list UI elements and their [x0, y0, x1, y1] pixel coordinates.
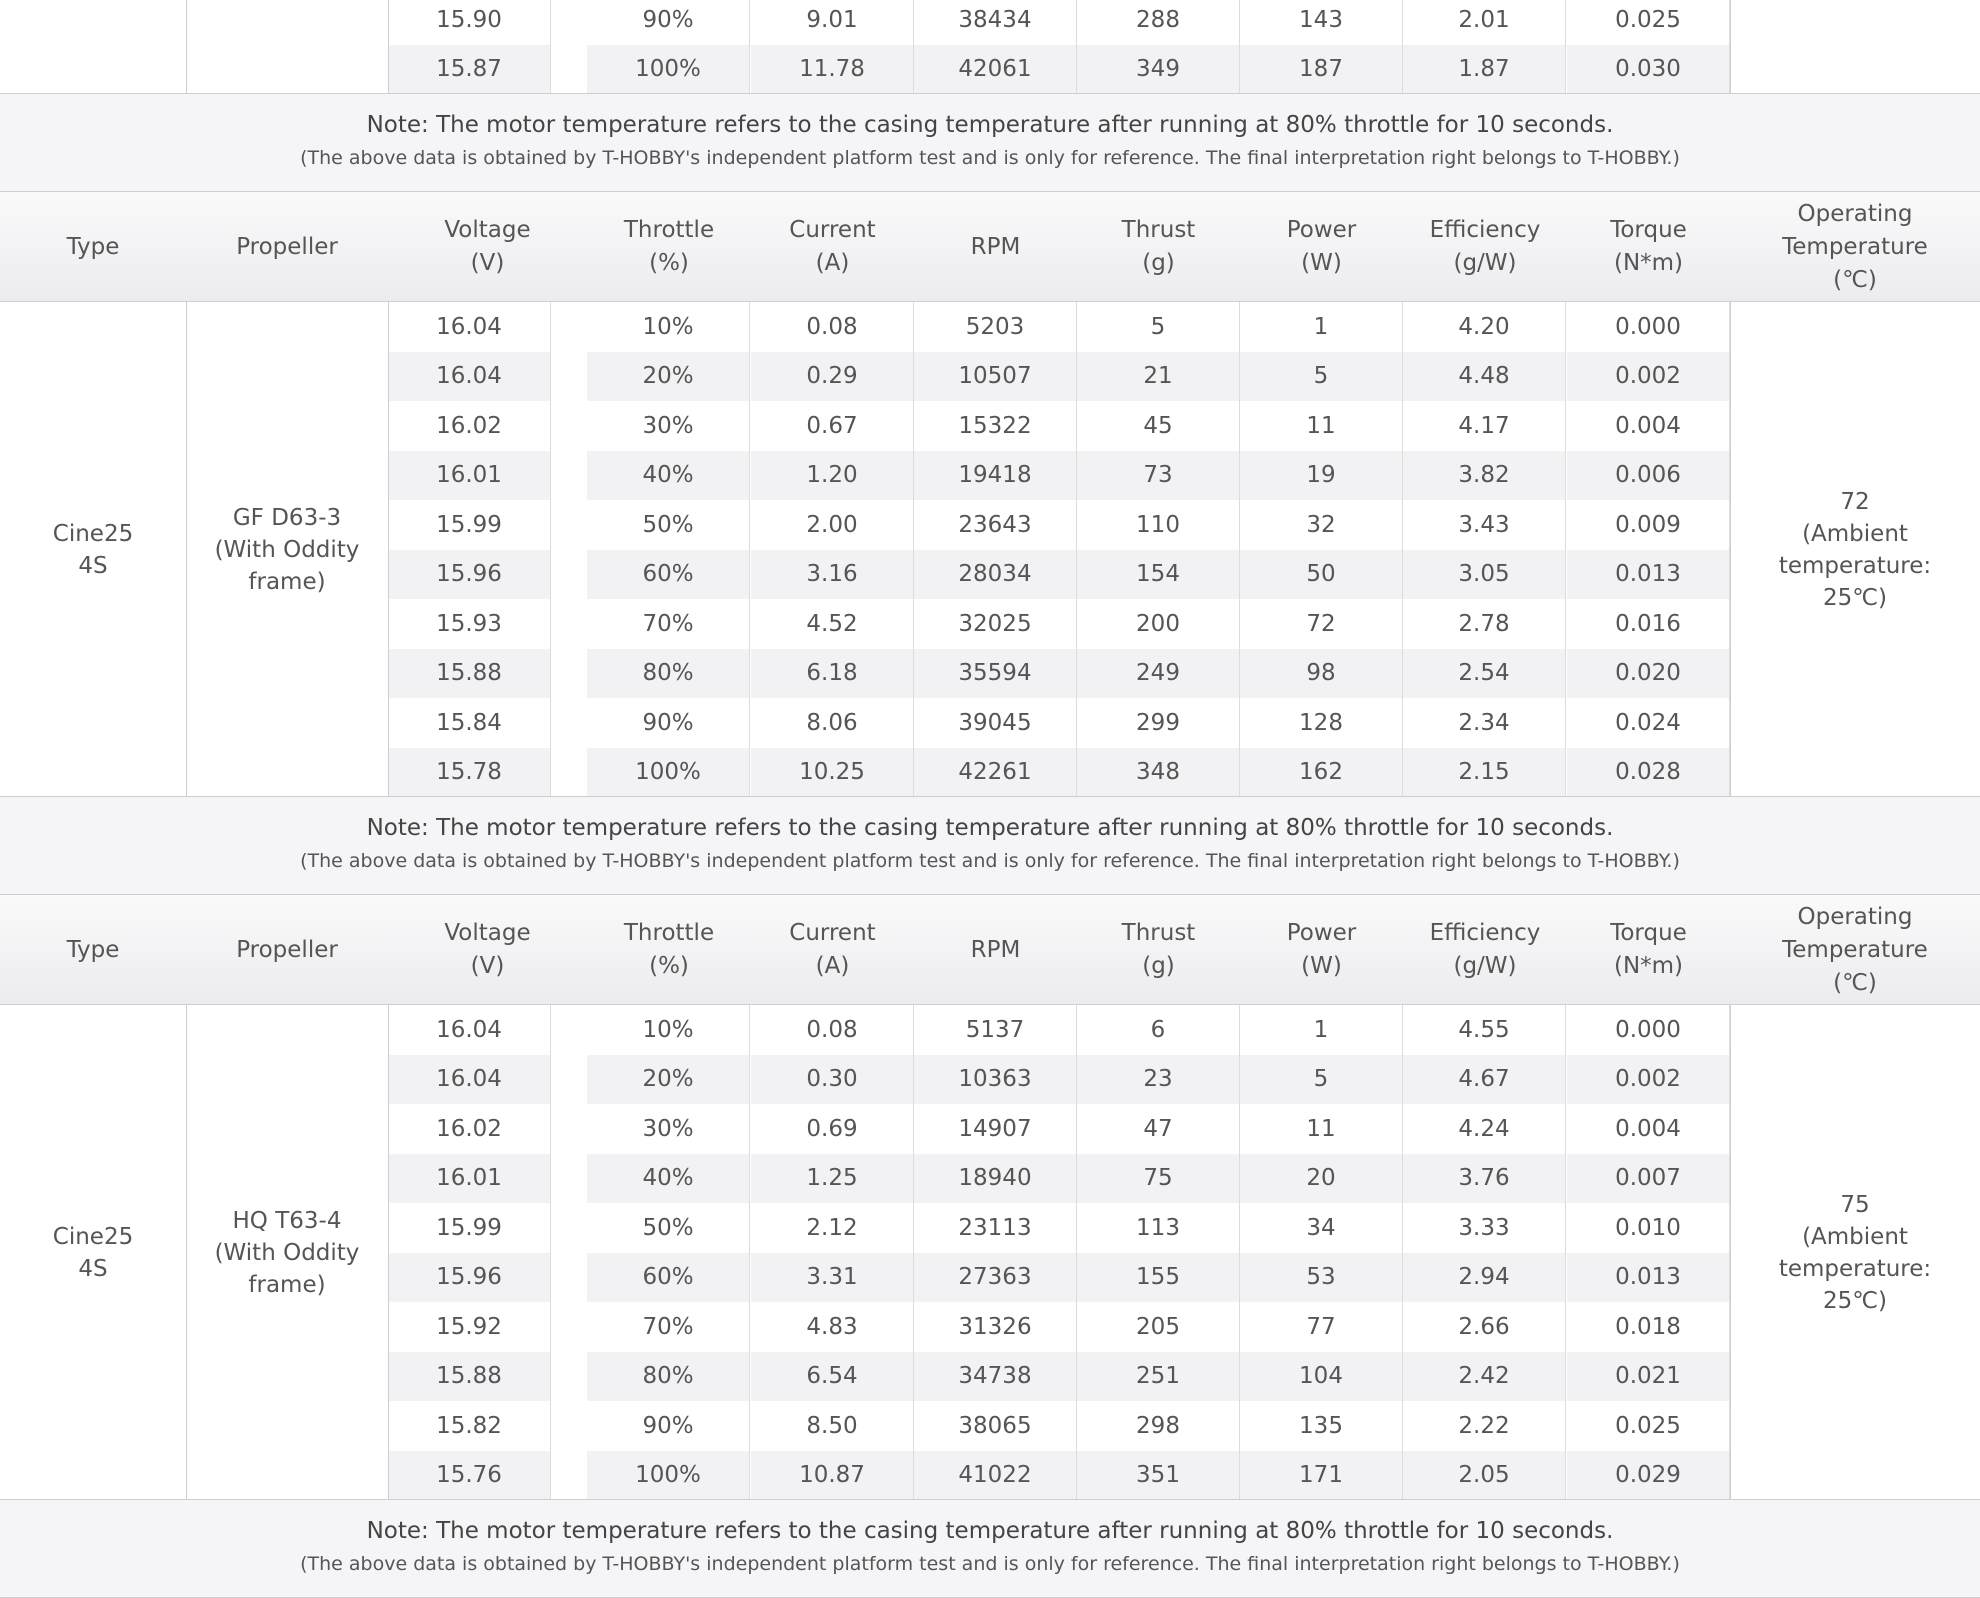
efficiency-cell: 2.42 [1403, 1352, 1566, 1402]
torque-cell: 0.028 [1567, 748, 1730, 798]
header-type [0, 895, 186, 1005]
power-cell: 162 [1240, 748, 1403, 798]
voltage-cell: 15.99 [388, 500, 551, 550]
header-temp [1730, 192, 1980, 302]
power-cell: 171 [1240, 1451, 1403, 1501]
power-cell: 104 [1240, 1352, 1403, 1402]
header-rpm [914, 895, 1077, 1005]
type-cell [0, 302, 186, 797]
current-cell: 9.01 [751, 0, 914, 45]
note-text: Note: The motor temperature refers to the casing temperature after running at 80% throttle for 10 seconds. [366, 815, 1614, 841]
header-efficiency [1403, 895, 1567, 1005]
torque-cell: 0.013 [1567, 550, 1730, 600]
voltage-cell: 16.04 [388, 302, 551, 352]
header-efficiency-line: Efficiency [1429, 920, 1541, 946]
header-throttle-line: Throttle [623, 920, 715, 946]
header-propeller-line: Propeller [236, 936, 338, 963]
throttle-cell: 80% [587, 1352, 750, 1402]
header-efficiency-line: Efficiency [1429, 217, 1541, 243]
current-cell: 3.16 [751, 550, 914, 600]
throttle-cell: 60% [587, 1253, 750, 1303]
current-cell: 6.54 [751, 1352, 914, 1402]
header-rpm-line: RPM [970, 936, 1021, 963]
voltage-cell: 16.01 [388, 451, 551, 501]
throttle-cell: 90% [587, 698, 750, 748]
temperature-line: 72 [1840, 488, 1870, 515]
thrust-cell: 299 [1077, 698, 1240, 748]
propeller-line: frame) [248, 1271, 326, 1298]
header-voltage-line: (V) [470, 953, 505, 979]
torque-cell: 0.021 [1567, 1352, 1730, 1402]
thrust-cell: 45 [1077, 401, 1240, 451]
throttle-cell: 20% [587, 1055, 750, 1105]
header-temp-line: (℃) [1833, 969, 1877, 996]
power-cell: 72 [1240, 599, 1403, 649]
column-divider [186, 302, 187, 797]
power-cell: 50 [1240, 550, 1403, 600]
thrust-cell: 288 [1077, 0, 1240, 45]
thrust-cell: 205 [1077, 1302, 1240, 1352]
disclaimer-text: (The above data is obtained by T-HOBBY's independent platform test and is only for reference. The final interpretation right belongs to T-HOBBY.) [300, 1553, 1680, 1575]
torque-cell: 0.025 [1567, 0, 1730, 45]
efficiency-cell: 4.17 [1403, 401, 1566, 451]
voltage-cell: 16.04 [388, 1005, 551, 1055]
header-type-line: Type [66, 936, 120, 963]
header-thrust [1077, 192, 1240, 302]
power-cell: 5 [1240, 1055, 1403, 1105]
voltage-cell: 15.76 [388, 1451, 551, 1501]
rpm-cell: 32025 [914, 599, 1077, 649]
thrust-cell: 110 [1077, 500, 1240, 550]
current-cell: 0.29 [751, 352, 914, 402]
current-cell: 1.20 [751, 451, 914, 501]
header-thrust-line: (g) [1142, 953, 1175, 979]
rpm-cell: 38434 [914, 0, 1077, 45]
header-type [0, 192, 186, 302]
throttle-cell: 20% [587, 352, 750, 402]
column-divider [1730, 0, 1731, 94]
header-voltage-line: Voltage [444, 920, 531, 946]
column-divider [388, 0, 389, 94]
voltage-cell: 16.04 [388, 1055, 551, 1105]
voltage-cell: 16.02 [388, 401, 551, 451]
disclaimer-text: (The above data is obtained by T-HOBBY's independent platform test and is only for reference. The final interpretation right belongs to T-HOBBY.) [300, 147, 1680, 169]
header-temp-line: Operating [1797, 200, 1913, 227]
thrust-cell: 6 [1077, 1005, 1240, 1055]
header-torque-line: Torque [1610, 920, 1687, 946]
temperature-line: 25℃) [1822, 1287, 1888, 1314]
rpm-cell: 10507 [914, 352, 1077, 402]
throttle-cell: 50% [587, 1203, 750, 1253]
power-cell: 1 [1240, 1005, 1403, 1055]
header-efficiency [1403, 192, 1567, 302]
rpm-cell: 42261 [914, 748, 1077, 798]
power-cell: 128 [1240, 698, 1403, 748]
header-torque [1567, 895, 1730, 1005]
power-cell: 32 [1240, 500, 1403, 550]
header-temp-line: Operating [1797, 903, 1913, 930]
current-cell: 6.18 [751, 649, 914, 699]
current-cell: 10.87 [751, 1451, 914, 1501]
rpm-cell: 34738 [914, 1352, 1077, 1402]
type-line: 4S [78, 1255, 108, 1282]
header-throttle-line: Throttle [623, 217, 715, 243]
voltage-cell: 15.87 [388, 45, 551, 95]
torque-cell: 0.010 [1567, 1203, 1730, 1253]
power-cell: 1 [1240, 302, 1403, 352]
temperature-line: 25℃) [1822, 584, 1888, 611]
current-cell: 0.67 [751, 401, 914, 451]
voltage-cell: 15.78 [388, 748, 551, 798]
thrust-cell: 21 [1077, 352, 1240, 402]
current-cell: 0.08 [751, 302, 914, 352]
type-line: 4S [78, 552, 108, 579]
temperature-line: (Ambient [1802, 520, 1908, 547]
efficiency-cell: 2.54 [1403, 649, 1566, 699]
efficiency-cell: 2.22 [1403, 1401, 1566, 1451]
thrust-cell: 249 [1077, 649, 1240, 699]
throttle-cell: 60% [587, 550, 750, 600]
header-throttle-line: (%) [649, 953, 689, 979]
efficiency-cell: 2.94 [1403, 1253, 1566, 1303]
voltage-cell: 16.02 [388, 1104, 551, 1154]
throttle-cell: 40% [587, 451, 750, 501]
header-current [751, 895, 914, 1005]
header-voltage-line: (V) [470, 250, 505, 276]
header-current-line: (A) [815, 953, 850, 979]
footnote [0, 93, 1980, 192]
throttle-cell: 100% [587, 1451, 750, 1501]
power-cell: 19 [1240, 451, 1403, 501]
efficiency-cell: 3.33 [1403, 1203, 1566, 1253]
voltage-cell: 15.82 [388, 1401, 551, 1451]
efficiency-cell: 2.15 [1403, 748, 1566, 798]
table-header [0, 895, 1980, 1005]
temperature-line: temperature: [1778, 552, 1932, 579]
torque-cell: 0.009 [1567, 500, 1730, 550]
footnote [0, 796, 1980, 895]
efficiency-cell: 4.55 [1403, 1005, 1566, 1055]
torque-cell: 0.018 [1567, 1302, 1730, 1352]
column-divider [186, 1005, 187, 1500]
throttle-cell: 70% [587, 599, 750, 649]
propeller-line: (With Oddity [214, 1239, 360, 1266]
propeller-cell [186, 1005, 388, 1500]
power-cell: 135 [1240, 1401, 1403, 1451]
thrust-cell: 23 [1077, 1055, 1240, 1105]
torque-cell: 0.029 [1567, 1451, 1730, 1501]
power-cell: 20 [1240, 1154, 1403, 1204]
header-throttle [587, 192, 751, 302]
rpm-cell: 27363 [914, 1253, 1077, 1303]
efficiency-cell: 3.82 [1403, 451, 1566, 501]
voltage-cell: 15.99 [388, 1203, 551, 1253]
header-temp-line: (℃) [1833, 266, 1877, 293]
torque-cell: 0.002 [1567, 1055, 1730, 1105]
current-cell: 11.78 [751, 45, 914, 95]
rpm-cell: 18940 [914, 1154, 1077, 1204]
header-torque-line: (N*m) [1613, 953, 1684, 979]
current-cell: 0.30 [751, 1055, 914, 1105]
column-divider [388, 1005, 389, 1500]
throttle-cell: 50% [587, 500, 750, 550]
efficiency-cell: 3.76 [1403, 1154, 1566, 1204]
temperature-line: 75 [1840, 1191, 1870, 1218]
voltage-cell: 15.92 [388, 1302, 551, 1352]
torque-cell: 0.013 [1567, 1253, 1730, 1303]
rpm-cell: 14907 [914, 1104, 1077, 1154]
header-throttle [587, 895, 751, 1005]
efficiency-cell: 4.48 [1403, 352, 1566, 402]
throttle-cell: 40% [587, 1154, 750, 1204]
thrust-cell: 47 [1077, 1104, 1240, 1154]
temperature-line: (Ambient [1802, 1223, 1908, 1250]
current-cell: 4.83 [751, 1302, 914, 1352]
current-cell: 3.31 [751, 1253, 914, 1303]
header-thrust [1077, 895, 1240, 1005]
rpm-cell: 38065 [914, 1401, 1077, 1451]
header-temp [1730, 895, 1980, 1005]
header-propeller [186, 192, 388, 302]
header-rpm [914, 192, 1077, 302]
rpm-cell: 39045 [914, 698, 1077, 748]
torque-cell: 0.004 [1567, 401, 1730, 451]
header-temp-line: Temperature [1782, 233, 1928, 260]
type-line: Cine25 [52, 520, 134, 547]
header-current-line: Current [789, 920, 876, 946]
header-current-line: (A) [815, 250, 850, 276]
power-cell: 98 [1240, 649, 1403, 699]
thrust-cell: 351 [1077, 1451, 1240, 1501]
efficiency-cell: 1.87 [1403, 45, 1566, 95]
header-voltage [388, 895, 587, 1005]
efficiency-cell: 2.05 [1403, 1451, 1566, 1501]
propeller-line: HQ T63-4 [232, 1207, 342, 1234]
table-header [0, 192, 1980, 302]
current-cell: 10.25 [751, 748, 914, 798]
torque-cell: 0.002 [1567, 352, 1730, 402]
column-divider [1730, 1005, 1731, 1500]
throttle-cell: 70% [587, 1302, 750, 1352]
throttle-cell: 100% [587, 748, 750, 798]
thrust-cell: 155 [1077, 1253, 1240, 1303]
rpm-cell: 23113 [914, 1203, 1077, 1253]
rpm-cell: 5203 [914, 302, 1077, 352]
operating-temperature-cell [1730, 1005, 1980, 1500]
thrust-cell: 298 [1077, 1401, 1240, 1451]
thrust-cell: 251 [1077, 1352, 1240, 1402]
header-current-line: Current [789, 217, 876, 243]
header-power-line: Power [1286, 920, 1357, 946]
header-voltage-line: Voltage [444, 217, 531, 243]
thrust-cell: 5 [1077, 302, 1240, 352]
current-cell: 2.00 [751, 500, 914, 550]
header-thrust-line: (g) [1142, 250, 1175, 276]
rpm-cell: 10363 [914, 1055, 1077, 1105]
voltage-cell: 15.90 [388, 0, 551, 45]
throttle-cell: 90% [587, 0, 750, 45]
voltage-cell: 15.84 [388, 698, 551, 748]
header-power-line: Power [1286, 217, 1357, 243]
current-cell: 1.25 [751, 1154, 914, 1204]
voltage-cell: 15.88 [388, 1352, 551, 1402]
efficiency-cell: 2.01 [1403, 0, 1566, 45]
current-cell: 4.52 [751, 599, 914, 649]
header-torque-line: Torque [1610, 217, 1687, 243]
torque-cell: 0.007 [1567, 1154, 1730, 1204]
voltage-cell: 15.96 [388, 550, 551, 600]
header-power [1240, 192, 1403, 302]
propeller-line: frame) [248, 568, 326, 595]
operating-temperature-cell [1730, 302, 1980, 797]
throttle-cell: 10% [587, 1005, 750, 1055]
torque-cell: 0.030 [1567, 45, 1730, 95]
table-row [0, 0, 1980, 45]
throttle-cell: 90% [587, 1401, 750, 1451]
rpm-cell: 28034 [914, 550, 1077, 600]
current-cell: 2.12 [751, 1203, 914, 1253]
thrust-cell: 75 [1077, 1154, 1240, 1204]
thrust-cell: 73 [1077, 451, 1240, 501]
footnote [0, 1499, 1980, 1598]
note-text: Note: The motor temperature refers to the casing temperature after running at 80% throttle for 10 seconds. [366, 112, 1614, 138]
rpm-cell: 5137 [914, 1005, 1077, 1055]
power-cell: 11 [1240, 401, 1403, 451]
power-cell: 53 [1240, 1253, 1403, 1303]
power-cell: 11 [1240, 1104, 1403, 1154]
throttle-cell: 30% [587, 401, 750, 451]
header-voltage [388, 192, 587, 302]
power-cell: 187 [1240, 45, 1403, 95]
disclaimer-text: (The above data is obtained by T-HOBBY's independent platform test and is only for reference. The final interpretation right belongs to T-HOBBY.) [300, 850, 1680, 872]
throttle-cell: 10% [587, 302, 750, 352]
power-cell: 5 [1240, 352, 1403, 402]
propeller-cell [186, 302, 388, 797]
voltage-cell: 16.01 [388, 1154, 551, 1204]
header-current [751, 192, 914, 302]
torque-cell: 0.020 [1567, 649, 1730, 699]
type-line: Cine25 [52, 1223, 134, 1250]
efficiency-cell: 2.78 [1403, 599, 1566, 649]
header-propeller [186, 895, 388, 1005]
throttle-cell: 80% [587, 649, 750, 699]
current-cell: 8.06 [751, 698, 914, 748]
thrust-cell: 348 [1077, 748, 1240, 798]
column-divider [388, 302, 389, 797]
header-efficiency-line: (g/W) [1453, 250, 1517, 276]
throttle-cell: 30% [587, 1104, 750, 1154]
efficiency-cell: 4.67 [1403, 1055, 1566, 1105]
header-power [1240, 895, 1403, 1005]
header-power-line: (W) [1301, 953, 1342, 979]
rpm-cell: 42061 [914, 45, 1077, 95]
current-cell: 0.08 [751, 1005, 914, 1055]
current-cell: 8.50 [751, 1401, 914, 1451]
thrust-cell: 349 [1077, 45, 1240, 95]
header-power-line: (W) [1301, 250, 1342, 276]
header-torque-line: (N*m) [1613, 250, 1684, 276]
torque-cell: 0.025 [1567, 1401, 1730, 1451]
power-cell: 77 [1240, 1302, 1403, 1352]
rpm-cell: 35594 [914, 649, 1077, 699]
propeller-line: GF D63-3 [232, 504, 342, 531]
header-type-line: Type [66, 233, 120, 260]
thrust-cell: 154 [1077, 550, 1240, 600]
voltage-cell: 15.96 [388, 1253, 551, 1303]
header-throttle-line: (%) [649, 250, 689, 276]
efficiency-cell: 2.66 [1403, 1302, 1566, 1352]
torque-cell: 0.006 [1567, 451, 1730, 501]
propeller-line: (With Oddity [214, 536, 360, 563]
header-efficiency-line: (g/W) [1453, 953, 1517, 979]
header-temp-line: Temperature [1782, 936, 1928, 963]
header-thrust-line: Thrust [1121, 217, 1196, 243]
note-text: Note: The motor temperature refers to the casing temperature after running at 80% throttle for 10 seconds. [366, 1518, 1614, 1544]
header-propeller-line: Propeller [236, 233, 338, 260]
power-cell: 143 [1240, 0, 1403, 45]
efficiency-cell: 3.05 [1403, 550, 1566, 600]
type-cell [0, 1005, 186, 1500]
torque-cell: 0.004 [1567, 1104, 1730, 1154]
rpm-cell: 23643 [914, 500, 1077, 550]
column-divider [186, 0, 187, 94]
torque-cell: 0.000 [1567, 302, 1730, 352]
rpm-cell: 41022 [914, 1451, 1077, 1501]
rpm-cell: 15322 [914, 401, 1077, 451]
efficiency-cell: 2.34 [1403, 698, 1566, 748]
torque-cell: 0.000 [1567, 1005, 1730, 1055]
torque-cell: 0.016 [1567, 599, 1730, 649]
voltage-cell: 16.04 [388, 352, 551, 402]
thrust-cell: 113 [1077, 1203, 1240, 1253]
efficiency-cell: 4.20 [1403, 302, 1566, 352]
table-row [0, 45, 1980, 95]
column-divider [1730, 302, 1731, 797]
header-thrust-line: Thrust [1121, 920, 1196, 946]
efficiency-cell: 3.43 [1403, 500, 1566, 550]
efficiency-cell: 4.24 [1403, 1104, 1566, 1154]
torque-cell: 0.024 [1567, 698, 1730, 748]
thrust-cell: 200 [1077, 599, 1240, 649]
temperature-line: temperature: [1778, 1255, 1932, 1282]
header-torque [1567, 192, 1730, 302]
power-cell: 34 [1240, 1203, 1403, 1253]
header-rpm-line: RPM [970, 233, 1021, 260]
rpm-cell: 31326 [914, 1302, 1077, 1352]
throttle-cell: 100% [587, 45, 750, 95]
rpm-cell: 19418 [914, 451, 1077, 501]
voltage-cell: 15.88 [388, 649, 551, 699]
voltage-cell: 15.93 [388, 599, 551, 649]
current-cell: 0.69 [751, 1104, 914, 1154]
